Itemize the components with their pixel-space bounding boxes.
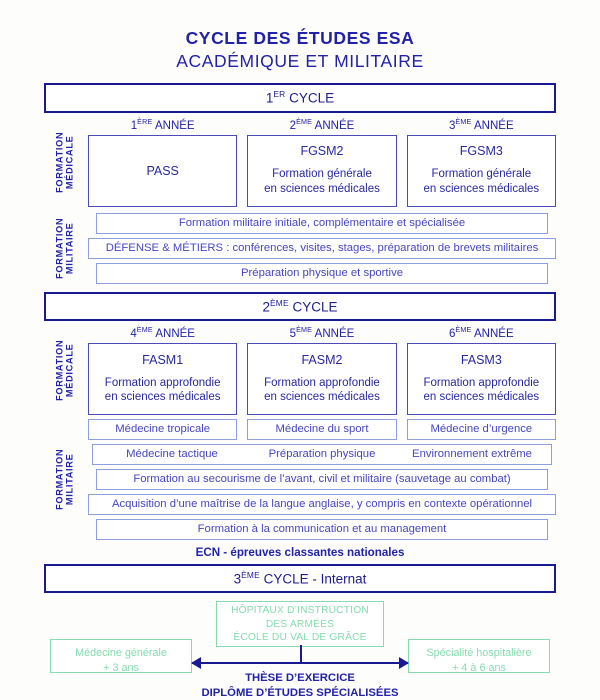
vlabel-medical-2-line1: FORMATION bbox=[54, 339, 65, 402]
cycle-2-year-boxes bbox=[88, 343, 556, 415]
year-header-1-word: ANNÉE bbox=[152, 119, 195, 132]
year-header-3-num: 3 bbox=[449, 119, 456, 132]
year-header-6-ord: ÈME bbox=[455, 326, 472, 335]
year-header-6-word: ANNÉE bbox=[471, 327, 514, 340]
cycle-1-medical-section bbox=[44, 118, 556, 207]
year-box-fgsm2 bbox=[247, 135, 396, 207]
cycle-1-year-headers bbox=[88, 118, 556, 135]
year-header-3-ord: ÈME bbox=[455, 117, 472, 126]
cycle-2-banner bbox=[44, 292, 556, 322]
year-header-3 bbox=[407, 118, 556, 135]
cycle-1-military-section bbox=[44, 213, 556, 284]
military-row-defense-metiers: DÉFENSE & MÉTIERS : conférences, visites, stages, préparation de brevets militaires bbox=[88, 238, 556, 259]
year-header-4-num: 4 bbox=[130, 327, 137, 340]
vlabel-medical-2-line2: MÉDICALE bbox=[65, 343, 75, 398]
military-row-initiale: Formation militaire initiale, complémentaire et spécialisée bbox=[96, 213, 548, 234]
hospital-instruction-box bbox=[216, 601, 384, 647]
year-header-5-num: 5 bbox=[289, 327, 297, 340]
title-line-2: ACADÉMIQUE ET MILITAIRE bbox=[176, 50, 424, 71]
cycle-3-banner-number: 3 bbox=[233, 571, 242, 587]
specialite-hospitaliere-title: Spécialité hospitalière bbox=[426, 647, 532, 660]
medecine-generale-box bbox=[50, 639, 192, 673]
year-box-pass-code: PASS bbox=[146, 163, 179, 178]
year-header-2-word: ANNÉE bbox=[312, 119, 355, 132]
cycle-1-banner-number: 1 bbox=[265, 90, 274, 106]
cycle-1-banner-word: CYCLE bbox=[285, 90, 335, 106]
year-header-6 bbox=[407, 326, 556, 343]
cycle-1-year-boxes bbox=[88, 135, 556, 207]
specialite-hospitaliere-box bbox=[408, 639, 550, 673]
year-box-fgsm3-code: FGSM3 bbox=[459, 144, 503, 159]
year-box-fasm3-code: FASM3 bbox=[460, 352, 502, 367]
tactical-medecine-tactique: Médecine tactique bbox=[126, 447, 218, 460]
specialty-row bbox=[88, 419, 556, 440]
vlabel-military-2-line2: MILITAIRE bbox=[65, 453, 75, 506]
vertical-label-formation-medicale bbox=[44, 118, 86, 207]
these-caption bbox=[44, 671, 556, 700]
vlabel-medical-line1: FORMATION bbox=[54, 131, 65, 193]
year-header-4-ord: ÈME bbox=[136, 326, 153, 335]
title-line-1: CYCLE DES ÉTUDES ESA bbox=[185, 28, 415, 48]
arrow-head-left-icon bbox=[191, 657, 201, 669]
year-box-fasm1 bbox=[88, 343, 237, 415]
these-exercice-label: THÈSE D’EXERCICE bbox=[245, 672, 355, 685]
military-row-preparation-physique: Préparation physique et sportive bbox=[96, 263, 548, 284]
arrow-head-right-icon bbox=[399, 657, 409, 669]
double-arrow-icon bbox=[192, 656, 408, 670]
tactical-row bbox=[92, 444, 552, 465]
military-row-communication: Formation à la communication et au management bbox=[96, 519, 548, 540]
year-header-1-ord: ÈRE bbox=[137, 117, 153, 126]
specialite-hospitaliere-duration: + 4 à 6 ans bbox=[452, 662, 506, 674]
ecn-label: ECN - épreuves classantes nationales bbox=[195, 545, 405, 559]
vlabel-military-1-line1: FORMATION bbox=[54, 217, 65, 279]
diplome-etudes-label: DIPLÔME D’ÉTUDES SPÉCIALISÉES bbox=[201, 686, 399, 699]
year-header-2-ord: ÈME bbox=[296, 117, 313, 126]
cycle-3-banner bbox=[44, 564, 556, 594]
year-box-fasm3-desc: Formation approfondie en sciences médicales bbox=[423, 376, 540, 404]
military-row-anglais: Acquisition d’une maîtrise de la langue anglaise, y compris en contexte opérationnel bbox=[88, 494, 556, 515]
year-header-3-word: ANNÉE bbox=[471, 119, 514, 132]
year-box-fgsm3-desc: Formation générale en sciences médicales bbox=[423, 168, 540, 196]
hospital-box-line3: ÉCOLE DU VAL DE GRÂCE bbox=[233, 632, 367, 644]
year-box-fasm1-desc: Formation approfondie en sciences médicales bbox=[104, 376, 221, 404]
vlabel-military-1-line2: MILITAIRE bbox=[65, 222, 75, 274]
cycle-2-medical-section bbox=[44, 326, 556, 415]
vertical-label-formation-militaire-1 bbox=[44, 213, 86, 284]
vertical-label-formation-medicale-2 bbox=[44, 326, 86, 415]
year-box-fasm2 bbox=[247, 343, 396, 415]
specialty-medecine-du-sport: Médecine du sport bbox=[247, 419, 396, 440]
arrow-stem bbox=[192, 662, 408, 664]
hospital-box-line2: DES ARMÉES bbox=[265, 618, 335, 630]
year-header-2 bbox=[247, 118, 396, 135]
hospital-box-line1: HÔPITAUX D’INSTRUCTION bbox=[231, 604, 369, 616]
year-box-fasm1-code: FASM1 bbox=[142, 352, 184, 367]
military-row-secourisme: Formation au secourisme de l’avant, civil et militaire (sauvetage au combat) bbox=[96, 469, 548, 490]
year-header-1-num: 1 bbox=[130, 119, 138, 132]
year-header-5-ord: ÈME bbox=[296, 326, 313, 335]
year-box-fgsm2-desc: Formation générale en sciences médicales bbox=[264, 168, 380, 196]
tactical-environnement-extreme: Environnement extrême bbox=[412, 447, 532, 460]
cycle-2-year-headers bbox=[88, 326, 556, 343]
cycle-3-banner-ordinal: ÈME bbox=[241, 569, 260, 580]
medecine-generale-duration: + 3 ans bbox=[103, 662, 139, 674]
tactical-preparation-physique: Préparation physique bbox=[268, 447, 376, 460]
year-box-fasm2-code: FASM2 bbox=[301, 352, 343, 367]
year-box-fasm3 bbox=[407, 343, 556, 415]
specialty-medecine-urgence: Médecine d’urgence bbox=[407, 419, 556, 440]
cycle-2-banner-ordinal: ÈME bbox=[270, 297, 289, 308]
year-header-5 bbox=[247, 326, 396, 343]
year-box-fgsm3 bbox=[407, 135, 556, 207]
year-box-pass bbox=[88, 135, 237, 207]
year-box-fgsm2-code: FGSM2 bbox=[300, 144, 344, 159]
year-header-2-num: 2 bbox=[289, 119, 297, 132]
vlabel-military-2-line1: FORMATION bbox=[54, 448, 65, 511]
year-header-4-word: ANNÉE bbox=[152, 327, 195, 340]
cycle-2-banner-word: CYCLE bbox=[288, 299, 338, 315]
arrow-center-tick bbox=[300, 645, 302, 662]
cycle-1-banner bbox=[44, 83, 556, 113]
year-header-6-num: 6 bbox=[449, 327, 456, 340]
cycle-2-banner-number: 2 bbox=[262, 299, 270, 315]
vertical-label-formation-militaire-2 bbox=[44, 419, 86, 540]
year-header-5-word: ANNÉE bbox=[312, 327, 355, 340]
year-header-1 bbox=[88, 118, 237, 135]
year-header-4 bbox=[88, 326, 237, 343]
page-title bbox=[0, 0, 600, 71]
cycle-3-diagram bbox=[44, 601, 556, 699]
specialty-medecine-tropicale: Médecine tropicale bbox=[88, 419, 237, 440]
vlabel-medical-line2: MÉDICALE bbox=[65, 135, 75, 189]
year-box-fasm2-desc: Formation approfondie en sciences médicales bbox=[264, 376, 380, 404]
medecine-generale-title: Médecine générale bbox=[75, 647, 167, 660]
cycle-1-banner-ordinal: ER bbox=[273, 89, 286, 100]
cycle-2-military-section bbox=[44, 419, 556, 540]
cycle-3-banner-word: CYCLE - Internat bbox=[259, 571, 367, 587]
